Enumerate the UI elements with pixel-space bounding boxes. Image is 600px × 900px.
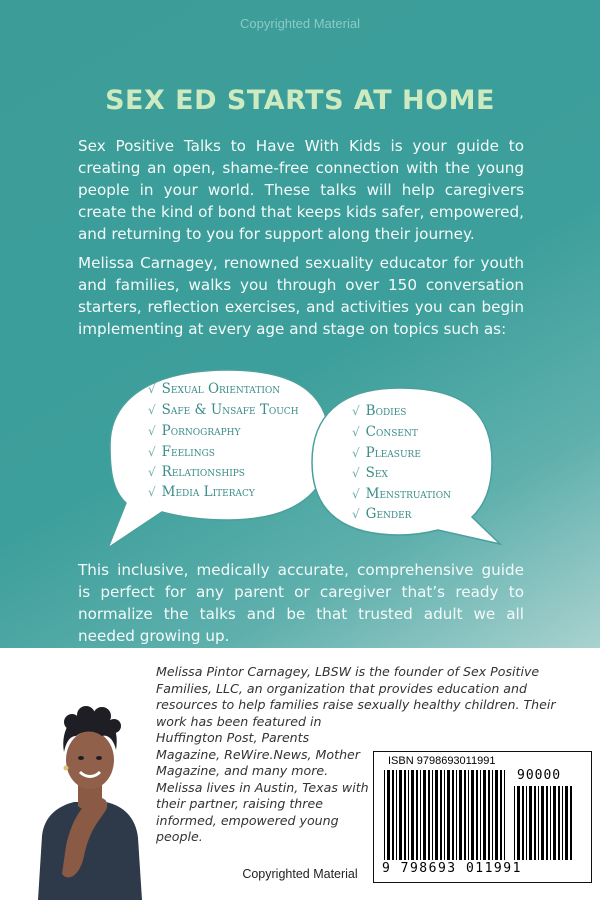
barcode-bar xyxy=(517,786,520,860)
barcode-bar xyxy=(534,786,536,860)
check-icon: √ xyxy=(352,425,360,439)
bio-paragraph-wide: Melissa Pintor Carnagey, LBSW is the founder of Sex Positive Families, LLC, an organization that provides education and resources to help families raise sexually healthy children. Their work has been featured in xyxy=(156,664,556,729)
check-icon: √ xyxy=(148,382,156,396)
price-barcode-icon xyxy=(514,786,580,878)
barcode-bar xyxy=(488,770,490,860)
topic-item: √ Sexual Orientation xyxy=(148,381,281,397)
barcode-bar xyxy=(495,770,498,860)
barcode-bar xyxy=(411,770,414,860)
barcode-digits: 9 798693 011991 xyxy=(382,861,522,876)
barcode-bar xyxy=(529,786,532,860)
check-icon: √ xyxy=(352,404,360,418)
barcode-bar xyxy=(514,786,515,860)
barcode-bar xyxy=(399,770,402,860)
bio-paragraph-narrow: Huffington Post, Parents Magazine, ReWire.News, Mother Magazine, and many more. Melissa lives in Austin, Texas with their partner, raising three informed, empowered young people. xyxy=(156,730,369,844)
check-icon: √ xyxy=(352,487,360,501)
topic-item: √ Gender xyxy=(352,506,412,522)
barcode-bar xyxy=(541,786,544,860)
barcode-bar xyxy=(416,770,418,860)
barcode-bar xyxy=(452,770,454,860)
topic-item: √ Feelings xyxy=(148,444,215,460)
barcode-bar xyxy=(444,770,445,860)
barcode-bar xyxy=(471,770,474,860)
topic-item: √ Relationships xyxy=(148,464,245,480)
check-icon: √ xyxy=(148,403,156,417)
barcode-bar xyxy=(459,770,462,860)
topic-item: √ Menstruation xyxy=(352,486,451,502)
barcode-bar xyxy=(522,786,524,860)
check-icon: √ xyxy=(352,446,360,460)
barcode-bar xyxy=(538,786,539,860)
barcode-bar xyxy=(387,770,390,860)
barcode-bar xyxy=(435,770,438,860)
barcode-bar xyxy=(423,770,426,860)
barcode-bar xyxy=(432,770,433,860)
topic-item: √ Bodies xyxy=(352,403,407,419)
barcode-bar xyxy=(553,786,556,860)
author-section xyxy=(0,648,600,900)
check-icon: √ xyxy=(148,424,156,438)
barcode-bar xyxy=(546,786,548,860)
topic-item: √ Pleasure xyxy=(352,445,421,461)
check-icon: √ xyxy=(352,507,360,521)
closing-paragraph: This inclusive, medically accurate, comprehensive guide is perfect for any parent or caregiver that’s ready to normalize the talks and be that trusted adult we all needed growing up. xyxy=(78,561,524,645)
topic-item: √ Consent xyxy=(352,424,418,440)
watermark-top: Copyrighted Material xyxy=(240,16,360,31)
check-icon: √ xyxy=(148,485,156,499)
barcode-bar xyxy=(392,770,394,860)
barcode-bar xyxy=(384,770,385,860)
barcode-bar xyxy=(404,770,406,860)
isbn-label: ISBN 9798693011991 xyxy=(388,755,496,767)
topic-item: √ Safe & Unsafe Touch xyxy=(148,402,299,418)
barcode-bar xyxy=(396,770,397,860)
watermark-bottom: Copyrighted Material xyxy=(242,867,358,881)
barcode-bar xyxy=(464,770,466,860)
barcode-bar xyxy=(420,770,421,860)
topic-item: √ Sex xyxy=(352,465,388,481)
barcode-bar xyxy=(428,770,430,860)
price-code: 90000 xyxy=(517,768,562,783)
headline: SEX ED STARTS AT HOME xyxy=(105,85,495,116)
check-icon: √ xyxy=(148,445,156,459)
topic-item: √ Media Literacy xyxy=(148,484,255,500)
barcode-bar xyxy=(447,770,450,860)
author-intro-paragraph: Melissa Carnagey, renowned sexuality educator for youth and families, walks you through over 150 conversation starters, reflection exercises, and activities you can begin implementing at every age and stage on topics such as: xyxy=(78,254,524,338)
barcode-bar xyxy=(476,770,478,860)
check-icon: √ xyxy=(148,465,156,479)
barcode-bar xyxy=(483,770,486,860)
intro-paragraph: Sex Positive Talks to Have With Kids is your guide to creating an open, shame-free connection with the young people in your world. These talks will help caregivers create the kind of bond that keeps kids safer, empowered, and returning to you for support along their journey. xyxy=(78,137,524,243)
isbn-barcode-icon xyxy=(384,770,508,862)
barcode-bar xyxy=(500,770,502,860)
barcode-bar xyxy=(558,786,560,860)
barcode-bar xyxy=(570,786,572,860)
barcode-block xyxy=(373,751,592,883)
barcode-bar xyxy=(550,786,551,860)
barcode-bar xyxy=(526,786,527,860)
barcode-bar xyxy=(492,770,493,860)
barcode-bar xyxy=(456,770,457,860)
barcode-bar xyxy=(408,770,409,860)
barcode-bar xyxy=(504,770,505,860)
barcode-bar xyxy=(565,786,568,860)
barcode-bar xyxy=(562,786,563,860)
topic-item: √ Pornography xyxy=(148,423,241,439)
barcode-bar xyxy=(440,770,442,860)
check-icon: √ xyxy=(352,466,360,480)
barcode-bar xyxy=(480,770,481,860)
barcode-bar xyxy=(468,770,469,860)
